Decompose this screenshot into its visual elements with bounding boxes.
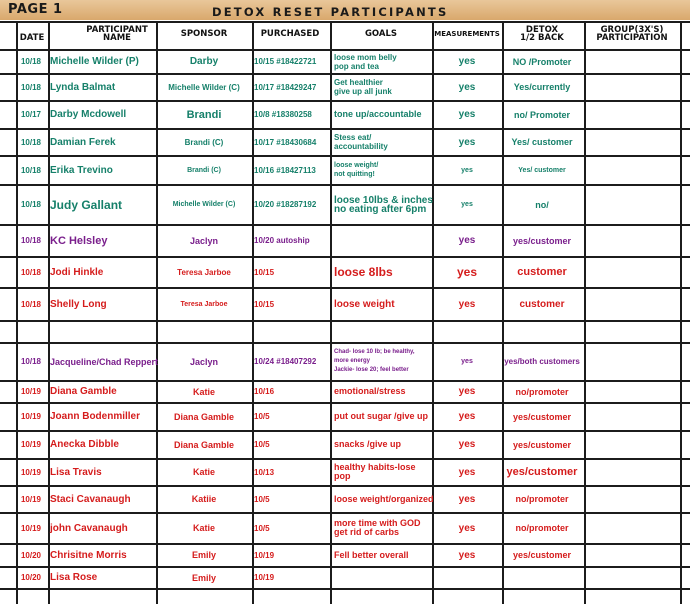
cell-sponsor: Emily [191,572,216,583]
cell-measurements: yes [458,136,476,148]
cell-detox: Yes/ customer [518,166,566,174]
cell-name: Jodi Hinkle [50,266,104,278]
cell-detox: Yes/ customer [511,137,573,147]
cell-date: 10/18 [20,267,42,277]
cell-goals: Fell better overall [334,549,409,560]
cell-measurements: yes [461,201,473,208]
cell-detox: yes/customer [512,411,572,422]
cell-sponsor: Jaclyn [189,235,219,246]
cell-goals: loose weight [334,298,395,310]
cell-measurements: yes [458,439,476,450]
cell-purchased: 10/15 [254,267,275,277]
cell-purchased: 10/5 [254,440,270,449]
cell-date: 10/18 [20,82,42,92]
cell-group [584,382,680,401]
cell-sponsor: Michelle Wilder (C) [168,82,240,92]
cell-group [584,487,680,511]
cell-goals: loose weight/organized [334,493,434,504]
cell-date: 10/19 [20,440,42,449]
cell-date: 10/19 [20,494,42,504]
cell-name: Diana Gamble [50,386,117,397]
cell-goals: snacks /give up [334,439,402,449]
cell-purchased: 10/24 #18407292 [254,357,317,366]
cell-group [584,289,680,319]
cell-date: 10/17 [20,110,42,119]
cell-goals: loose weight/ not quitting! [334,162,379,178]
col-header-group: GROUP(3X'S) PARTICIPATION [596,24,668,43]
cell-group [584,432,680,457]
cell-goals [332,568,434,587]
cell-name: Damian Ferek [50,136,116,148]
cell-sponsor: Jaclyn [189,356,219,367]
cell-measurements: yes [458,493,476,505]
cell-detox: no/promoter [515,523,569,533]
column-divider [680,21,682,604]
cell-purchased: 10/19 [254,550,275,560]
cell-goals: Chad- lose 10 lb; be healthy, more energy Jackie- lose 20; feel better [334,349,415,373]
cell-measurements: yes [458,549,476,561]
cell-group [584,568,680,587]
cell-detox: yes/customer [512,550,572,560]
cell-name: Staci Cavanaugh [50,493,131,505]
cell-detox: customer [517,266,567,278]
cell-name: Lynda Balmat [50,81,116,93]
cell-date: 10/18 [20,299,42,309]
cell-detox: no/promoter [515,386,569,397]
cell-date: 10/18 [20,236,42,245]
row-divider [0,588,690,590]
col-header-purchased: PURCHASED [260,28,320,39]
cell-date: 10/18 [20,57,42,66]
header-divider [0,21,690,23]
cell-sponsor: Brandi (C) [184,137,224,147]
cell-measurements: yes [458,386,476,397]
cell-detox: yes/customer [506,466,578,478]
cell-sponsor: Darby [189,56,219,67]
cell-sponsor: Diana Gamble [173,439,235,450]
cell-measurements: yes [461,358,473,365]
cell-measurements [432,568,502,587]
col-header-measurements: MEASUREMENTS [434,29,500,38]
cell-purchased: 10/19 [254,573,275,582]
cell-sponsor: Katie [192,386,215,397]
cell-name: john Cavanaugh [50,522,128,534]
cell-group [584,344,680,379]
cell-purchased: 10/5 [254,412,270,421]
cell-date: 10/20 [20,550,42,560]
cell-date: 10/18 [20,357,42,366]
cell-purchased: 10/20 autoship [254,236,310,245]
cell-detox: yes/both customers [504,357,580,366]
cell-measurements: yes [458,522,476,534]
cell-goals: tone up/accountable [334,109,422,119]
cell-date: 10/19 [20,523,42,533]
cell-group [584,460,680,484]
cell-sponsor: Brandi (C) [187,166,221,174]
cell-goals [332,322,434,341]
cell-sponsor: Diana Gamble [173,411,235,422]
cell-name: Erika Trevino [50,164,113,176]
cell-name: Judy Gallant [50,197,123,212]
cell-detox: no/ Promoter [513,109,570,120]
cell-measurements: yes [458,411,476,422]
cell-group [584,75,680,99]
cell-purchased: 10/16 [254,387,275,396]
cell-detox: yes/customer [512,235,572,246]
cell-date: 10/18 [20,165,42,175]
col-header-goals: GOALS [364,28,398,39]
cell-sponsor: Katie [192,467,215,477]
cell-sponsor: Teresa Jarboe [177,267,231,277]
cell-measurements: yes [458,466,476,478]
cell-measurements: yes [458,81,476,93]
cell-name: Shelly Long [50,298,107,310]
cell-sponsor: Teresa Jarboe [180,300,228,308]
cell-purchased: 10/5 [254,523,270,533]
cell-measurements: yes [456,265,478,279]
cell-measurements: yes [461,166,473,174]
cell-measurements: yes [458,298,476,310]
cell-group [584,258,680,286]
cell-name: Joann Bodenmiller [50,411,141,422]
cell-goals: emotional/stress [334,386,406,396]
cell-detox: yes/customer [512,439,572,450]
cell-goals: more time with GOD get rid of carbs [334,518,421,537]
cell-detox: no/ [535,199,549,210]
cell-detox: customer [519,298,565,310]
cell-group [584,545,680,565]
cell-sponsor: Brandi [186,108,222,121]
cell-name: KC Helsley [50,234,108,247]
cell-goals: put out sugar /give up [334,411,428,421]
cell-purchased: 10/13 [254,467,275,477]
cell-sponsor [156,322,252,341]
page-label: PAGE 1 [8,2,63,17]
cell-purchased: 10/17 #18430684 [254,137,317,147]
cell-name: Anecka Dibble [50,439,119,450]
cell-goals: healthy habits-lose pop [334,462,416,481]
cell-purchased: 10/15 #18422721 [254,57,317,66]
cell-goals: loose 10lbs & inches no eating after 6pm [334,194,433,215]
col-header-date: DATE [19,32,45,43]
cell-sponsor: Michelle Wilder (C) [172,201,236,208]
cell-measurements: yes [458,109,476,120]
cell-group [584,51,680,72]
cell-goals: Get healthier give up all junk [334,78,392,96]
cell-date: 10/20 [20,573,42,582]
cell-date: 10/19 [20,467,42,477]
cell-name: Chrisitne Morris [50,549,127,561]
cell-group [584,514,680,542]
cell-detox [502,568,582,587]
cell-name: Jacqueline/Chad Reppert [50,356,159,367]
cell-group [584,226,680,255]
cell-purchased: 10/17 #18429247 [254,82,317,92]
cell-group [584,157,680,183]
cell-group [584,130,680,154]
cell-purchased [252,322,332,341]
cell-purchased: 10/20 #18287192 [254,200,317,209]
cell-purchased: 10/5 [254,494,270,504]
cell-goals: loose 8lbs [334,264,393,279]
cell-date: 10/18 [20,200,42,209]
cell-sponsor: Katie [192,523,215,533]
col-header-detox: DETOX 1/2 BACK [520,24,564,43]
sheet-title: DETOX RESET PARTICIPANTS [212,5,449,19]
cell-detox [502,322,582,341]
col-header-name: PARTICIPANT NAME [86,24,148,43]
cell-group [584,102,680,127]
cell-name: Michelle Wilder (P) [50,56,139,67]
cell-name: Lisa Rose [50,572,98,583]
cell-goals: loose mom belly pop and tea [334,52,397,71]
cell-purchased: 10/16 #18427113 [254,165,316,175]
cell-purchased: 10/15 [254,299,275,309]
cell-date: 10/19 [20,412,42,421]
cell-sponsor: Emily [191,550,216,560]
cell-detox: NO /Promoter [512,56,572,67]
cell-purchased: 10/8 #18380258 [254,110,312,119]
cell-goals [332,226,434,255]
col-header-sponsor: SPONSOR [180,28,228,39]
cell-group [584,322,680,341]
cell-measurements [432,322,502,341]
cell-detox: no/promoter [515,494,569,504]
cell-measurements: yes [458,56,476,67]
cell-goals: Stess eat/ accountability [334,133,388,151]
cell-name: Darby Mcdowell [50,109,127,120]
cell-group [584,404,680,429]
cell-measurements: yes [458,235,476,246]
cell-date [16,322,46,341]
cell-date: 10/18 [20,137,42,147]
cell-sponsor: Katiie [191,494,217,504]
cell-date: 10/19 [20,387,42,396]
cell-detox: Yes/currently [513,82,571,92]
cell-group [584,186,680,223]
cell-name [48,322,158,341]
cell-name: Lisa Travis [50,466,102,478]
